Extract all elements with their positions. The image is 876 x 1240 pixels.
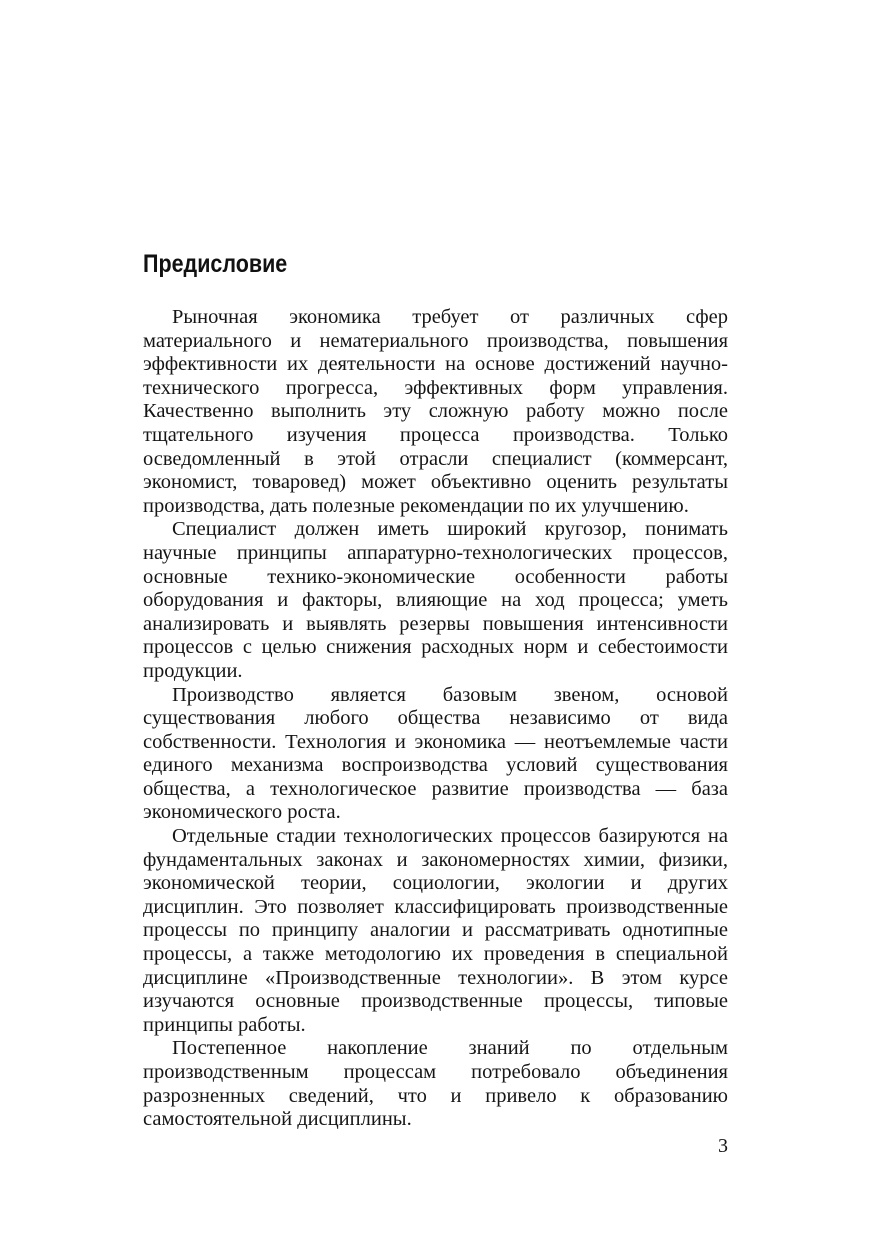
paragraph: Рыночная экономика требует от различных сфер материального и нематериального производства, повышения эффективности их деятельности на основе достижений научно-технического прогресса, эффективных форм управления. Качественно выполнить эту сложную работу можно после тщательного изучения процесса производства. Только осведомленный в этой отрасли специалист (коммерсант, экономист, товаровед) может объективно оценить результаты производства, дать полезные рекомендации по их улучшению. — [143, 306, 728, 517]
chapter-heading: Предисловие — [143, 250, 288, 278]
paragraph: Постепенное накопление знаний по отдельным производственным процессам потребовало объединения разрозненных сведений, что и привело к образованию самостоятельной дисциплины. — [143, 1037, 728, 1131]
paragraph: Специалист должен иметь широкий кругозор, понимать научные принципы аппаратурно-технологических процессов, основные технико-экономические особенности работы оборудования и факторы, влияющие на ход процесса; уметь анализировать и выявлять резервы повышения интенсивности процессов с целью снижения расходных норм и себестоимости продукции. — [143, 518, 728, 682]
preface-body — [143, 306, 728, 1132]
paragraph: Отдельные стадии технологических процессов базируются на фундаментальных законах и закономерностях химии, физики, экономической теории, социологии, экологии и других дисциплин. Это позволяет классифицировать производственные процессы по принципу аналогии и рассматривать однотипные процессы, а также методологию их проведения в специальной дисциплине «Производственные технологии». В этом курсе изучаются основные производственные процессы, типовые принципы работы. — [143, 825, 728, 1036]
page-number: 3 — [718, 1135, 728, 1157]
paragraph: Производство является базовым звеном, основой существования любого общества независимо от вида собственности. Технология и экономика — неотъемлемые части единого механизма воспроизводства условий существования общества, а технологическое развитие производства — база экономического роста. — [143, 683, 728, 824]
